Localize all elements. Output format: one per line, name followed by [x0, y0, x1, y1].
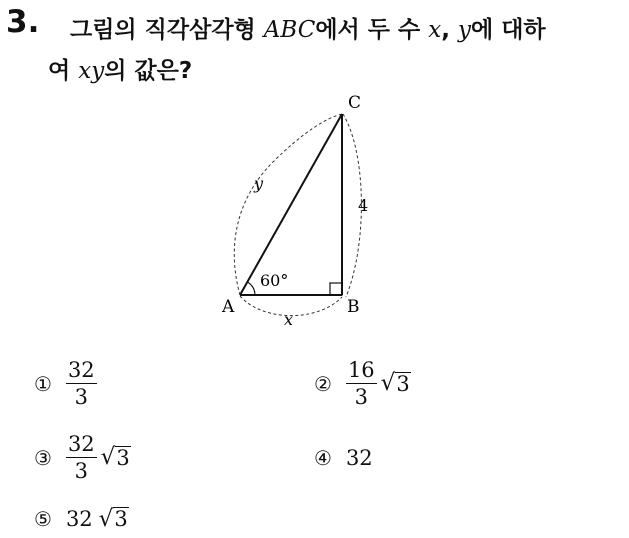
choice-number: ③ [34, 445, 52, 470]
radical-sign: √ [100, 444, 116, 471]
fraction [346, 359, 377, 408]
denominator: 3 [74, 459, 88, 484]
angle-arc-a [247, 282, 255, 295]
denominator: 3 [74, 385, 88, 410]
angle-a-label: 60° [260, 271, 289, 290]
radicand: 3 [396, 372, 410, 397]
denominator: 3 [354, 385, 368, 410]
choice-1[interactable] [34, 359, 97, 408]
choice-2[interactable] [314, 359, 411, 408]
triangle-name: ABC [263, 17, 316, 43]
square-root [99, 507, 129, 530]
square-root [101, 446, 131, 469]
comma: , [441, 17, 450, 43]
choice-5[interactable] [34, 507, 129, 531]
radicand: 3 [116, 446, 130, 471]
fraction [66, 433, 97, 482]
choice-value: 32 [345, 446, 373, 470]
variable-y: y [457, 17, 471, 43]
question-text: 여 [48, 58, 71, 84]
variable-x: x [428, 17, 442, 43]
side-y-label: y [254, 174, 264, 193]
numerator: 32 [66, 433, 97, 458]
fraction [66, 359, 97, 408]
question-text: 에서 두 수 [315, 17, 421, 43]
radical-sign: √ [380, 370, 396, 397]
numerator: 32 [66, 359, 97, 384]
side-bc-label: 4 [358, 196, 369, 215]
radicand: 3 [114, 507, 128, 532]
vertex-b-label: B [347, 297, 360, 317]
choice-number: ① [34, 371, 52, 396]
question-text-line-2 [48, 52, 192, 85]
side-ac [240, 114, 342, 295]
choice-3[interactable] [34, 433, 131, 482]
choice-integer: 32 [65, 507, 93, 531]
right-angle-mark [330, 283, 342, 295]
right-triangle-figure [218, 92, 378, 332]
radical-sign: √ [98, 505, 114, 532]
choice-number: ② [314, 371, 332, 396]
vertex-c-label: C [348, 93, 362, 113]
question-text: 그림의 직각삼각형 [70, 17, 256, 43]
question-text: 에 대하 [470, 17, 546, 43]
question-text: 의 값은? [104, 58, 193, 84]
question-text-line-1 [70, 11, 546, 44]
choice-number: ⑤ [34, 507, 52, 531]
choice-4[interactable] [314, 446, 373, 470]
question-number: 3. [6, 4, 40, 40]
variable-xy: xy [78, 58, 105, 84]
square-root [381, 372, 411, 395]
numerator: 16 [346, 359, 377, 384]
side-x-label: x [284, 310, 294, 329]
vertex-a-label: A [222, 297, 235, 317]
choice-number: ④ [314, 446, 332, 470]
